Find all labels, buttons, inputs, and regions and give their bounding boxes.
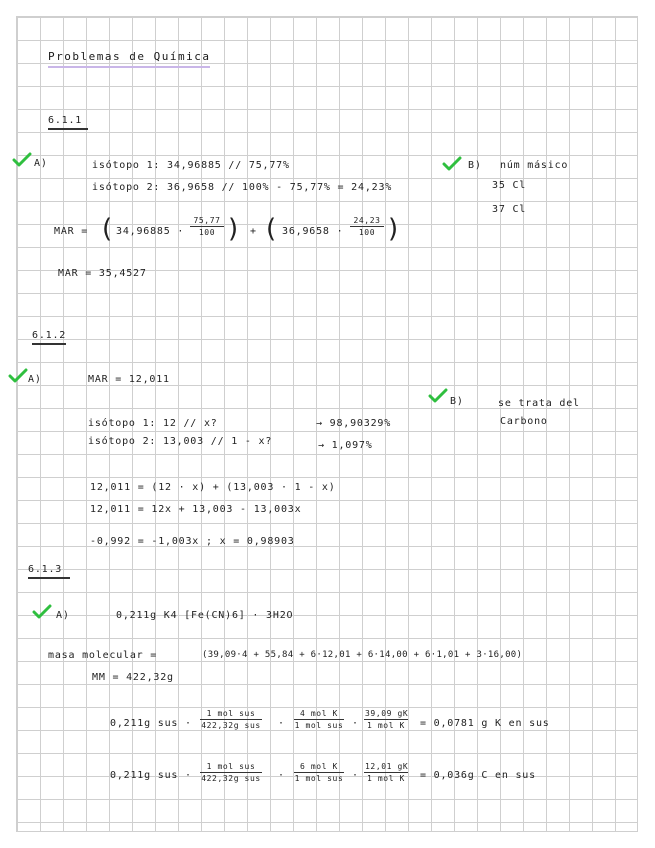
mar-term-1: 34,96885 · (116, 226, 185, 237)
molecular-mass-label: masa molecular = (48, 650, 158, 661)
fraction-mol-k (294, 762, 344, 783)
part-b-label: B) (450, 396, 464, 407)
equation-2: 12,011 = 12x + 13,003 - 13,003x (90, 504, 302, 515)
mar-value: MAR = 12,011 (88, 374, 170, 385)
fraction-g-c (364, 762, 408, 783)
chlorine-37: 37 Cl (492, 204, 527, 215)
mar-term-2: 36,9658 · (282, 226, 344, 237)
fraction-denominator: 422,32g sus (201, 774, 261, 783)
part-b-text-2: Carbono (500, 416, 548, 427)
multiply-dot: · (278, 718, 285, 729)
fraction-numerator: 12,01 gK (365, 762, 409, 771)
checkmark-icon (428, 388, 448, 404)
isotope-1-line: isótopo 1: 12 // x? (88, 418, 218, 429)
section-underline (28, 577, 70, 579)
open-paren: ( (102, 214, 113, 244)
fraction-24-23 (350, 216, 384, 237)
page-title: Problemas de Química (48, 50, 211, 63)
fraction-denominator: 1 mol K (367, 721, 405, 730)
section-heading-6-1-1: 6.1.1 (48, 115, 83, 126)
multiply-dot: · (352, 770, 359, 781)
close-paren: ) (228, 214, 239, 244)
fraction-denominator: 100 (198, 228, 216, 237)
checkmark-icon (8, 368, 28, 384)
part-a-label: A) (34, 158, 48, 169)
section-underline (32, 343, 66, 345)
fraction-mol-k (294, 709, 344, 730)
multiply-dot: · (352, 718, 359, 729)
checkmark-icon (32, 604, 52, 620)
fraction-g-k (364, 709, 408, 730)
c-result: = 0,036g C en sus (420, 770, 536, 781)
fraction-numerator: 6 mol K (294, 762, 344, 773)
fraction-denominator: 1 mol K (367, 774, 405, 783)
equation-1: 12,011 = (12 · x) + (13,003 · 1 - x) (90, 482, 336, 493)
molecular-mass-expression: (39,09·4 + 55,84 + 6·12,01 + 6·14,00 + 6·1,01 + 3·16,00) (202, 650, 523, 660)
fraction-denominator: 1 mol sus (294, 721, 344, 730)
close-paren: ) (388, 214, 399, 244)
mar-label: MAR = (54, 226, 89, 237)
fraction-denominator: 1 mol sus (294, 774, 344, 783)
checkmark-icon (442, 156, 462, 172)
part-a-label: A) (28, 374, 42, 385)
k-result: = 0,0781 g K en sus (420, 718, 550, 729)
fraction-75-77 (190, 216, 224, 237)
compound-formula: 0,211g K4 [Fe(CN)6] · 3H2O (116, 610, 294, 621)
fraction-numerator: 39,09 gK (365, 709, 409, 718)
title-underline (48, 66, 210, 68)
isotope-1-result: → 98,90329% (316, 418, 392, 429)
section-underline (48, 128, 88, 130)
part-b-text-1: se trata del (498, 398, 580, 409)
fraction-denominator: 100 (358, 228, 376, 237)
fraction-mol-sus (200, 709, 262, 730)
part-a-label: A) (56, 610, 70, 621)
isotope-2-line: isótopo 2: 13,003 // 1 - x? (88, 436, 273, 447)
part-b-text: núm másico (500, 160, 569, 171)
fraction-mol-sus (200, 762, 262, 783)
multiply-dot: · (278, 770, 285, 781)
fraction-numerator: 1 mol sus (200, 762, 262, 773)
plus-sign: + (250, 226, 257, 237)
fraction-numerator: 1 mol sus (200, 709, 262, 720)
isotope-1-line: isótopo 1: 34,96885 // 75,77% (92, 160, 290, 171)
fraction-numerator: 4 mol K (294, 709, 344, 720)
checkmark-icon (12, 152, 32, 168)
mar-result: MAR = 35,4527 (58, 268, 147, 279)
fraction-numerator: 24,23 (350, 216, 384, 227)
c-conversion-start: 0,211g sus · (110, 770, 192, 781)
molar-mass: MM = 422,32g (92, 672, 174, 683)
k-conversion-start: 0,211g sus · (110, 718, 192, 729)
isotope-2-line: isótopo 2: 36,9658 // 100% - 75,77% = 24,23% (92, 182, 393, 193)
equation-3: -0,992 = -1,003x ; x = 0,98903 (90, 536, 295, 547)
fraction-numerator: 75,77 (190, 216, 224, 227)
fraction-denominator: 422,32g sus (201, 721, 261, 730)
isotope-2-result: → 1,097% (318, 440, 373, 451)
section-heading-6-1-2: 6.1.2 (32, 330, 67, 341)
part-b-label: B) (468, 160, 482, 171)
chlorine-35: 35 Cl (492, 180, 527, 191)
section-heading-6-1-3: 6.1.3 (28, 564, 63, 575)
open-paren: ( (266, 214, 277, 244)
